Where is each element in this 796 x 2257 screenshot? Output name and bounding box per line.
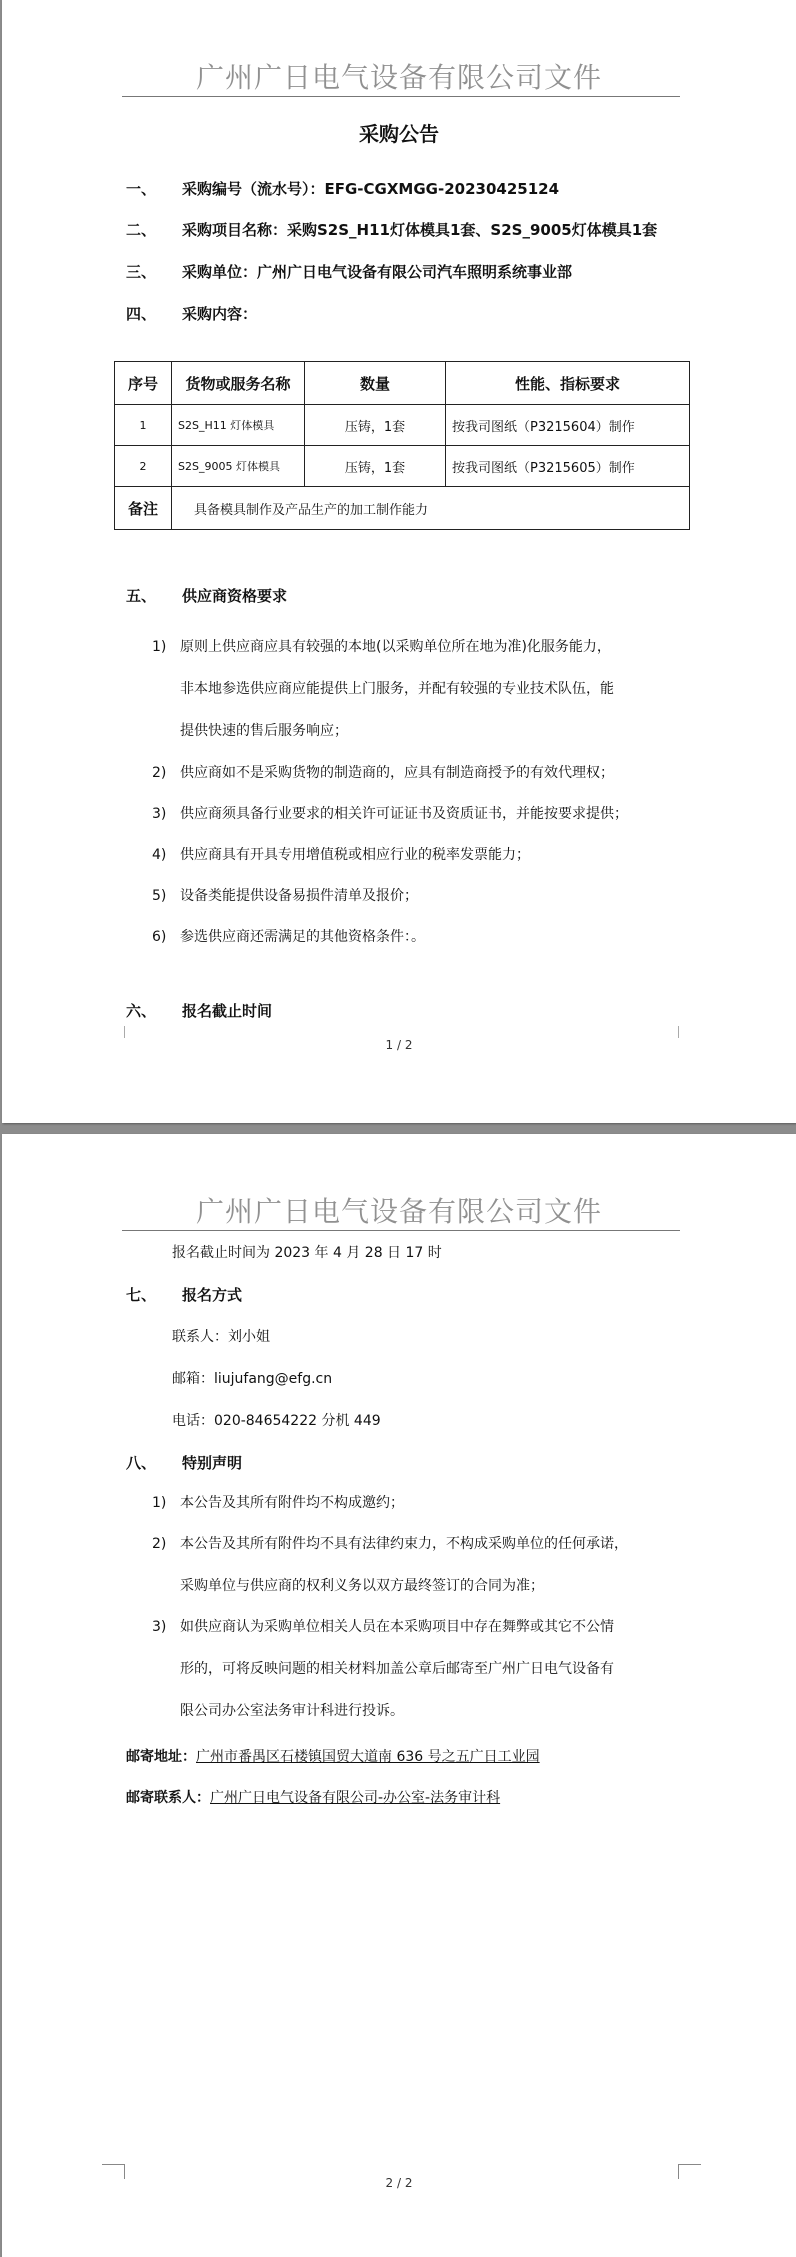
note-label: 备注 [115, 487, 172, 530]
section-text: 采购单位：广州广日电气设备有限公司汽车照明系统事业部 [182, 263, 573, 281]
item-num: 1) [152, 1495, 167, 1511]
section-num: 八、 [126, 1454, 157, 1472]
deadline-text: 报名截止时间为 2023 年 4 月 28 日 17 时 [172, 1245, 442, 1261]
cell-no: 1 [115, 405, 172, 446]
qualification-item-3 [152, 793, 628, 835]
declaration-item-1 [152, 1482, 404, 1524]
section-3 [126, 261, 572, 282]
header-cell-spec: 性能、指标要求 [446, 362, 690, 405]
contact-email: 邮箱：liujufang@efg.cn [172, 1371, 333, 1387]
item-line: 供应商具有开具专用增值税或相应行业的税率发票能力； [180, 847, 530, 863]
item-line: 原则上供应商应具有较强的本地(以采购单位所在地为准)化服务能力， [180, 639, 611, 655]
item-num: 4) [152, 847, 167, 863]
cell-name: S2S_9005 灯体模具 [172, 446, 305, 487]
mail-contact-line [126, 1787, 500, 1807]
mail-address-line [126, 1746, 540, 1766]
section-num: 六、 [126, 1002, 157, 1020]
section-2 [126, 219, 657, 240]
section-num: 三、 [126, 263, 157, 281]
cell-spec: 按我司图纸（P3215604）制作 [446, 405, 690, 446]
item-num: 3) [152, 806, 167, 822]
qualification-item-2 [152, 752, 614, 794]
section-title: 特别声明 [182, 1454, 243, 1472]
section-7-heading [126, 1284, 242, 1305]
mail-contact: 广州广日电气设备有限公司-办公室-法务审计科 [210, 1790, 501, 1806]
cell-no: 2 [115, 446, 172, 487]
qualification-item-5 [152, 875, 418, 917]
header-cell-no: 序号 [115, 362, 172, 405]
header-title: 广州广日电气设备有限公司文件 [195, 61, 602, 94]
note-text: 具备模具制作及产品生产的加工制作能力 [172, 487, 690, 530]
cell-qty: 压铸，1套 [305, 405, 446, 446]
procurement-table [114, 361, 690, 530]
section-6-heading [126, 1000, 272, 1021]
item-line: 供应商如不是采购货物的制造商的，应具有制造商授予的有效代理权； [180, 765, 614, 781]
section-text: 采购项目名称：采购S2S_H11灯体模具1套、S2S_9005灯体模具1套 [182, 221, 658, 239]
item-num: 2) [152, 765, 167, 781]
section-8-heading [126, 1452, 242, 1473]
mail-address-label: 邮寄地址： [126, 1749, 196, 1765]
section-num: 二、 [126, 221, 157, 239]
section-title: 供应商资格要求 [182, 587, 288, 605]
contact-phone: 电话：020-84654222 分机 449 [172, 1413, 381, 1429]
item-num: 3) [152, 1619, 167, 1635]
document-page-1 [2, 0, 796, 1123]
item-line: 供应商须具备行业要求的相关许可证证书及资质证书，并能按要求提供； [180, 806, 628, 822]
table-row [115, 405, 690, 446]
section-text: 采购编号（流水号）：EFG-CGXMGG-20230425124 [182, 180, 560, 198]
item-line: 采购单位与供应商的权利义务以双方最终签订的合同为准； [180, 1578, 544, 1594]
page-number: 2 / 2 [385, 2176, 413, 2190]
header-rule [122, 1230, 680, 1231]
declaration-item-2 [152, 1523, 628, 1607]
contact-person: 联系人：刘小姐 [172, 1329, 270, 1345]
table-note-row [115, 487, 690, 530]
qualification-item-6 [152, 916, 425, 958]
section-num: 七、 [126, 1286, 157, 1304]
section-num: 一、 [126, 180, 157, 198]
item-line: 非本地参选供应商应能提供上门服务，并配有较强的专业技术队伍，能 [180, 681, 614, 697]
section-num: 五、 [126, 587, 157, 605]
mail-contact-label: 邮寄联系人： [126, 1790, 210, 1806]
qualification-item-4 [152, 834, 530, 876]
table-row [115, 446, 690, 487]
item-num: 6) [152, 929, 167, 945]
section-text: 采购内容： [182, 305, 258, 323]
header-rule [122, 96, 680, 97]
section-5-heading [126, 585, 287, 606]
declaration-item-3 [152, 1606, 614, 1732]
header-cell-qty: 数量 [305, 362, 446, 405]
mail-address: 广州市番禺区石楼镇国贸大道南 636 号之五广日工业园 [196, 1749, 540, 1765]
item-num: 2) [152, 1536, 167, 1552]
cell-spec: 按我司图纸（P3215605）制作 [446, 446, 690, 487]
document-page-2 [2, 1134, 796, 2257]
item-line: 限公司办公室法务审计科进行投诉。 [180, 1703, 404, 1719]
section-title: 报名截止时间 [182, 1002, 273, 1020]
item-line: 本公告及其所有附件均不具有法律约束力，不构成采购单位的任何承诺， [180, 1536, 628, 1552]
section-num: 四、 [126, 305, 157, 323]
item-line: 如供应商认为采购单位相关人员在本采购项目中存在舞弊或其它不公情 [180, 1619, 614, 1635]
header-title: 广州广日电气设备有限公司文件 [195, 1195, 602, 1228]
page-number: 1 / 2 [385, 1038, 413, 1052]
item-line: 参选供应商还需满足的其他资格条件：。 [180, 929, 425, 945]
cell-name: S2S_H11 灯体模具 [172, 405, 305, 446]
margin-marker [678, 1026, 679, 1038]
cell-qty: 压铸，1套 [305, 446, 446, 487]
table-header-row [115, 362, 690, 405]
section-title: 报名方式 [182, 1286, 243, 1304]
margin-marker [124, 1026, 125, 1038]
header-cell-name: 货物或服务名称 [172, 362, 305, 405]
item-line: 设备类能提供设备易损件清单及报价； [180, 888, 418, 904]
qualification-item-1 [152, 626, 614, 752]
item-num: 1) [152, 639, 167, 655]
item-line: 提供快速的售后服务响应； [180, 723, 348, 739]
item-line: 本公告及其所有附件均不构成邀约； [180, 1495, 404, 1511]
section-1 [126, 178, 559, 199]
section-4 [126, 303, 257, 324]
item-line: 形的，可将反映问题的相关材料加盖公章后邮寄至广州广日电气设备有 [180, 1661, 614, 1677]
item-num: 5) [152, 888, 167, 904]
doc-title: 采购公告 [359, 122, 439, 146]
